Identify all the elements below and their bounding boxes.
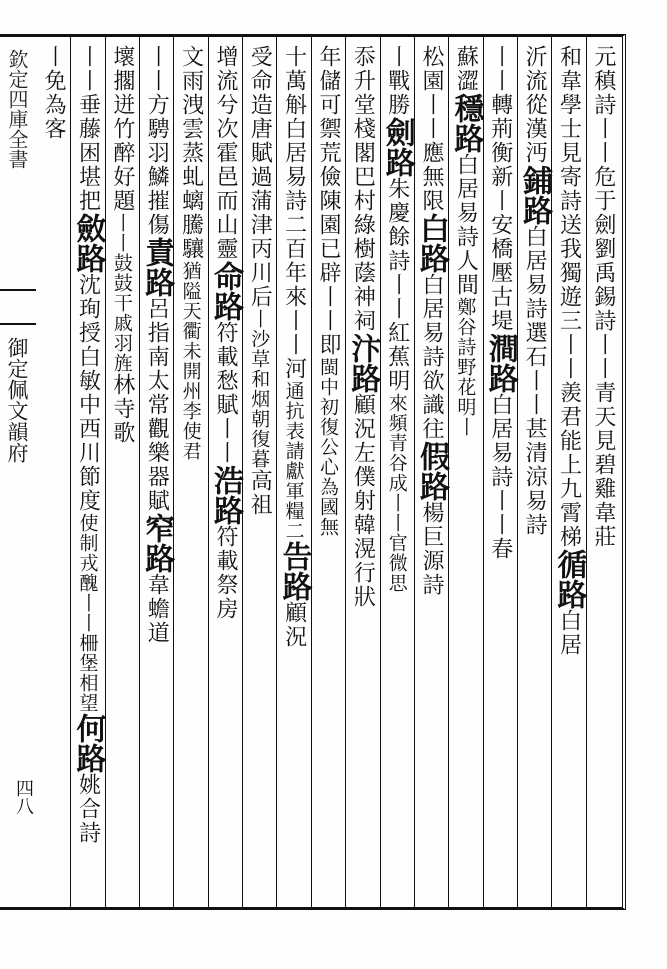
text-column-8 bbox=[345, 45, 381, 903]
text-segment: 朱慶餘詩丨丨紅蕉明 bbox=[384, 177, 410, 393]
text-segment: 楊巨源詩 bbox=[419, 501, 445, 597]
text-column-16 bbox=[70, 45, 106, 903]
text-frame bbox=[36, 34, 626, 910]
text-column-14 bbox=[139, 45, 175, 903]
text-column-2 bbox=[551, 45, 587, 903]
book-series-title: 欽定四庫全書 bbox=[5, 49, 29, 169]
text-segment: 猶隘天衢未開 bbox=[179, 261, 202, 381]
text-segment: 易詩 bbox=[522, 489, 548, 537]
text-segment: 鄭谷詩野花明丨 bbox=[454, 297, 477, 437]
headword: 斂路 bbox=[70, 213, 106, 273]
text-segment: 符載祭房 bbox=[212, 525, 238, 621]
text-column-1 bbox=[588, 45, 618, 903]
text-segment: 白居 bbox=[556, 609, 582, 657]
text-segment: 閩中初復公心為國無 bbox=[317, 357, 339, 537]
text-column-12 bbox=[207, 45, 243, 903]
column-divider bbox=[208, 37, 209, 907]
column-divider bbox=[483, 37, 484, 907]
text-segment: 十萬斛白居易詩二百年來丨丨河 bbox=[281, 45, 307, 381]
column-divider bbox=[345, 37, 346, 907]
text-segment: 姚合詩 bbox=[75, 773, 101, 845]
headword: 白路 bbox=[414, 213, 450, 273]
text-segment: 沈珣授白敏中西川節度 bbox=[75, 273, 101, 513]
headword: 責路 bbox=[139, 237, 175, 297]
text-column-7 bbox=[379, 45, 415, 903]
column-divider bbox=[517, 37, 518, 907]
text-segment: 韋蟾道 bbox=[144, 573, 170, 645]
text-segment: 丨丨轉荊衡 bbox=[487, 45, 513, 165]
headword: 鋪路 bbox=[517, 165, 553, 225]
text-segment: 元稹詩 bbox=[590, 45, 616, 117]
headword: 澗路 bbox=[482, 333, 518, 393]
text-column-4 bbox=[482, 45, 518, 903]
column-divider bbox=[276, 37, 277, 907]
text-segment: 丨免為客 bbox=[41, 45, 67, 141]
headword: 劍路 bbox=[379, 117, 415, 177]
headword: 汴路 bbox=[345, 333, 381, 393]
headword: 循路 bbox=[551, 549, 587, 609]
page-number: 四八 bbox=[13, 779, 34, 815]
text-segment: 丨丨方騁羽鱗摧傷 bbox=[144, 45, 170, 237]
text-column-5 bbox=[448, 45, 484, 903]
column-divider bbox=[311, 37, 312, 907]
text-segment: 白居易詩人間 bbox=[453, 153, 479, 297]
column-divider bbox=[380, 37, 381, 907]
column-divider bbox=[586, 37, 587, 907]
text-segment: 沂流從漢沔 bbox=[522, 45, 548, 165]
text-segment: 丨丨垂藤困堪把 bbox=[75, 45, 101, 213]
headword: 浩路 bbox=[207, 465, 243, 525]
text-segment: 壞擱迸竹醉好題 bbox=[109, 45, 135, 213]
headword: 窄路 bbox=[139, 513, 175, 573]
text-segment: 白居易詩丨丨春 bbox=[487, 393, 513, 561]
text-segment: 受命造唐賦過蒲津丙川后 bbox=[247, 45, 273, 309]
headword: 何路 bbox=[70, 713, 106, 773]
text-column-17 bbox=[38, 45, 68, 903]
column-divider bbox=[70, 37, 71, 907]
headword: 告路 bbox=[276, 541, 312, 601]
text-segment: 高祖 bbox=[247, 469, 273, 517]
text-segment: 符載愁賦丨丨 bbox=[212, 321, 238, 465]
text-segment: 來頻青谷成丨丨官微思 bbox=[385, 393, 408, 593]
text-segment: 新丨安橋壓古堤 bbox=[487, 165, 513, 333]
text-segment: 通抗表請獻軍糧二 bbox=[282, 381, 305, 541]
text-segment: 和韋學士見寄詩送我獨遊三丨丨羨君能上九霄梯 bbox=[556, 45, 582, 549]
text-column-10 bbox=[276, 45, 312, 903]
headword: 命路 bbox=[207, 261, 243, 321]
book-title: 御定佩文韻府 bbox=[5, 337, 29, 463]
text-segment: 蘇澀 bbox=[453, 45, 479, 93]
text-segment: 顧況 bbox=[281, 601, 307, 649]
text-column-9 bbox=[313, 45, 343, 903]
text-segment: 松園丨丨應無限 bbox=[419, 45, 445, 213]
text-segment: 白居易詩選石丨丨甚清涼 bbox=[522, 225, 548, 489]
text-column-3 bbox=[517, 45, 553, 903]
text-segment: 文雨洩雲蒸虬螭騰驤 bbox=[178, 45, 204, 261]
text-segment: 使制戎醜丨丨柵堡相望 bbox=[76, 513, 99, 713]
text-column-6 bbox=[414, 45, 450, 903]
text-segment: 呂指南太常觀樂器賦 bbox=[144, 297, 170, 513]
column-divider bbox=[173, 37, 174, 907]
text-segment: 棧閣巴村綠樹蔭神祠 bbox=[350, 117, 376, 333]
text-segment: 忝升堂 bbox=[350, 45, 376, 117]
text-column-15 bbox=[107, 45, 137, 903]
text-segment: 丨丨鼓鼓干戚羽旌 bbox=[110, 213, 133, 373]
page-margin-strip bbox=[0, 34, 36, 910]
headword: 穩路 bbox=[448, 93, 484, 153]
text-segment: 丨丨危于劍劉禹錫詩丨丨青天見碧雞韋莊 bbox=[590, 117, 616, 549]
fish-tail-mark bbox=[0, 289, 36, 325]
text-segment: 丨沙草和烟朝復暮 bbox=[248, 309, 271, 469]
text-column-11 bbox=[244, 45, 274, 903]
text-segment: 白居易詩欲識往 bbox=[419, 273, 445, 441]
column-divider bbox=[139, 37, 140, 907]
text-segment: 增流兮次霍邑而山靈 bbox=[212, 45, 238, 261]
column-divider bbox=[105, 37, 106, 907]
text-segment: 年儲可禦荒儉陳園已辟丨丨即 bbox=[316, 45, 341, 357]
headword: 假路 bbox=[414, 441, 450, 501]
text-segment: 州李使君 bbox=[179, 381, 202, 461]
text-segment: 丨戰勝 bbox=[384, 45, 410, 117]
text-segment: 林寺歌 bbox=[109, 373, 135, 445]
text-segment: 顧況左僕射韓滉行狀 bbox=[350, 393, 376, 609]
text-column-13 bbox=[176, 45, 206, 903]
